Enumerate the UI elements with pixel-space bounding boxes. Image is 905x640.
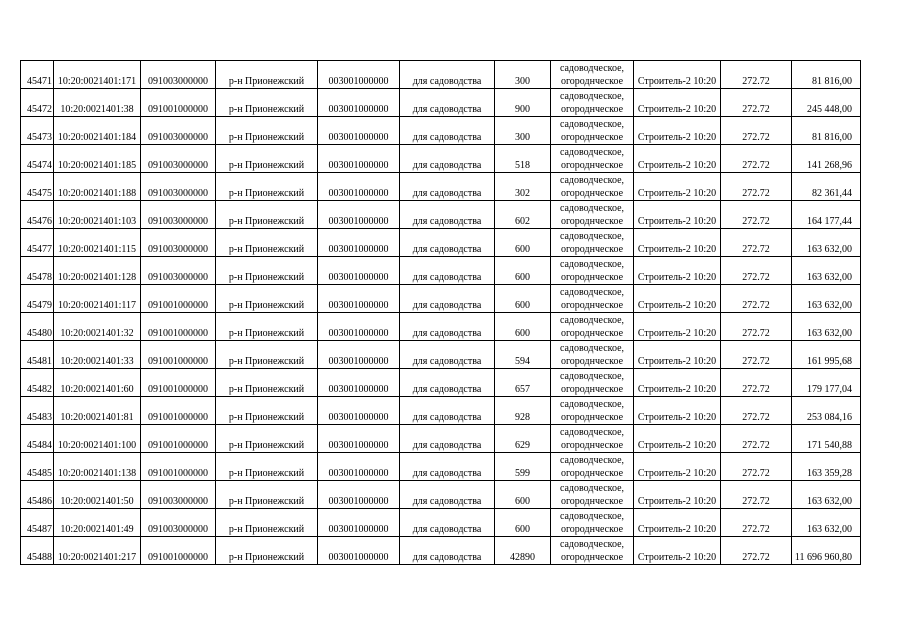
okato-code-cell: 091003000000: [141, 509, 216, 537]
okato-code-cell: 091001000000: [141, 425, 216, 453]
category-line-2: огороднческое: [560, 76, 624, 87]
rate-cell: 272.72: [721, 369, 792, 397]
oktmo-code-cell: 003001000000: [318, 145, 400, 173]
table-body: [21, 61, 861, 565]
value-cell: 164 177,44: [792, 201, 861, 229]
usage-cell: для садоводства: [400, 145, 495, 173]
rate-cell: 272.72: [721, 201, 792, 229]
table-row: [21, 285, 861, 313]
row-id-cell: 45488: [21, 537, 54, 565]
district-cell: р-н Прионежский: [216, 257, 318, 285]
oktmo-code-cell: 003001000000: [318, 537, 400, 565]
usage-cell: для садоводства: [400, 481, 495, 509]
table-row: [21, 229, 861, 257]
table-row: [21, 61, 861, 89]
category-cell: [551, 61, 634, 89]
okato-code-cell: 091001000000: [141, 397, 216, 425]
category-line-2: огороднческое: [560, 524, 624, 535]
cadastral-number-cell: 10:20:0021401:117: [54, 285, 141, 313]
value-cell: 11 696 960,80: [792, 537, 861, 565]
category-line-1: садоводческое,: [559, 147, 625, 158]
table-row: [21, 89, 861, 117]
category-line-1: садоводческое,: [559, 231, 625, 242]
value-cell: 163 632,00: [792, 285, 861, 313]
usage-cell: для садоводства: [400, 229, 495, 257]
table-row: [21, 369, 861, 397]
district-cell: р-н Прионежский: [216, 397, 318, 425]
category-line-1: садоводческое,: [559, 175, 625, 186]
district-cell: р-н Прионежский: [216, 453, 318, 481]
row-id-cell: 45480: [21, 313, 54, 341]
category-cell: [551, 313, 634, 341]
rate-cell: 272.72: [721, 509, 792, 537]
okato-code-cell: 091001000000: [141, 285, 216, 313]
name-cell: Строитель-2 10:20: [634, 257, 721, 285]
oktmo-code-cell: 003001000000: [318, 229, 400, 257]
rate-cell: 272.72: [721, 173, 792, 201]
category-cell: [551, 369, 634, 397]
category-cell: [551, 509, 634, 537]
rate-cell: 272.72: [721, 145, 792, 173]
okato-code-cell: 091003000000: [141, 117, 216, 145]
table-row: [21, 173, 861, 201]
area-cell: 42890: [495, 537, 551, 565]
okato-code-cell: 091003000000: [141, 145, 216, 173]
cadastral-number-cell: 10:20:0021401:103: [54, 201, 141, 229]
area-cell: 928: [495, 397, 551, 425]
cadastral-number-cell: 10:20:0021401:217: [54, 537, 141, 565]
oktmo-code-cell: 003001000000: [318, 257, 400, 285]
oktmo-code-cell: 003001000000: [318, 397, 400, 425]
category-line-1: садоводческое,: [559, 371, 625, 382]
rate-cell: 272.72: [721, 537, 792, 565]
cadastral-number-cell: 10:20:0021401:185: [54, 145, 141, 173]
category-line-2: огороднческое: [560, 412, 624, 423]
category-line-2: огороднческое: [560, 160, 624, 171]
area-cell: 300: [495, 117, 551, 145]
category-line-2: огороднческое: [560, 132, 624, 143]
category-line-1: садоводческое,: [559, 539, 625, 550]
rate-cell: 272.72: [721, 229, 792, 257]
oktmo-code-cell: 003001000000: [318, 509, 400, 537]
usage-cell: для садоводства: [400, 453, 495, 481]
district-cell: р-н Прионежский: [216, 481, 318, 509]
value-cell: 163 632,00: [792, 257, 861, 285]
category-cell: [551, 257, 634, 285]
cadastral-number-cell: 10:20:0021401:128: [54, 257, 141, 285]
category-line-1: садоводческое,: [559, 483, 625, 494]
category-line-1: садоводческое,: [559, 343, 625, 354]
table-row: [21, 257, 861, 285]
value-cell: 163 359,28: [792, 453, 861, 481]
name-cell: Строитель-2 10:20: [634, 145, 721, 173]
area-cell: 300: [495, 61, 551, 89]
table-row: [21, 453, 861, 481]
row-id-cell: 45483: [21, 397, 54, 425]
table-row: [21, 145, 861, 173]
category-line-2: огороднческое: [560, 272, 624, 283]
oktmo-code-cell: 003001000000: [318, 61, 400, 89]
area-cell: 657: [495, 369, 551, 397]
name-cell: Строитель-2 10:20: [634, 509, 721, 537]
district-cell: р-н Прионежский: [216, 369, 318, 397]
category-line-1: садоводческое,: [559, 399, 625, 410]
district-cell: р-н Прионежский: [216, 537, 318, 565]
category-line-2: огороднческое: [560, 188, 624, 199]
oktmo-code-cell: 003001000000: [318, 117, 400, 145]
rate-cell: 272.72: [721, 453, 792, 481]
okato-code-cell: 091003000000: [141, 173, 216, 201]
category-line-2: огороднческое: [560, 384, 624, 395]
cadastral-number-cell: 10:20:0021401:115: [54, 229, 141, 257]
table-row: [21, 117, 861, 145]
category-line-2: огороднческое: [560, 300, 624, 311]
value-cell: 163 632,00: [792, 509, 861, 537]
name-cell: Строитель-2 10:20: [634, 453, 721, 481]
table-row: [21, 341, 861, 369]
oktmo-code-cell: 003001000000: [318, 369, 400, 397]
category-line-1: садоводческое,: [559, 203, 625, 214]
value-cell: 179 177,04: [792, 369, 861, 397]
row-id-cell: 45486: [21, 481, 54, 509]
area-cell: 600: [495, 285, 551, 313]
district-cell: р-н Прионежский: [216, 173, 318, 201]
category-cell: [551, 89, 634, 117]
row-id-cell: 45473: [21, 117, 54, 145]
okato-code-cell: 091003000000: [141, 481, 216, 509]
category-cell: [551, 145, 634, 173]
cadastral-number-cell: 10:20:0021401:38: [54, 89, 141, 117]
name-cell: Строитель-2 10:20: [634, 369, 721, 397]
usage-cell: для садоводства: [400, 117, 495, 145]
okato-code-cell: 091003000000: [141, 201, 216, 229]
category-cell: [551, 229, 634, 257]
okato-code-cell: 091001000000: [141, 369, 216, 397]
category-cell: [551, 537, 634, 565]
okato-code-cell: 091001000000: [141, 341, 216, 369]
name-cell: Строитель-2 10:20: [634, 89, 721, 117]
usage-cell: для садоводства: [400, 61, 495, 89]
oktmo-code-cell: 003001000000: [318, 453, 400, 481]
district-cell: р-н Прионежский: [216, 341, 318, 369]
name-cell: Строитель-2 10:20: [634, 481, 721, 509]
district-cell: р-н Прионежский: [216, 229, 318, 257]
cadastral-number-cell: 10:20:0021401:81: [54, 397, 141, 425]
area-cell: 599: [495, 453, 551, 481]
cadastral-number-cell: 10:20:0021401:32: [54, 313, 141, 341]
okato-code-cell: 091003000000: [141, 257, 216, 285]
usage-cell: для садоводства: [400, 537, 495, 565]
category-line-2: огороднческое: [560, 104, 624, 115]
district-cell: р-н Прионежский: [216, 201, 318, 229]
table-row: [21, 537, 861, 565]
row-id-cell: 45476: [21, 201, 54, 229]
oktmo-code-cell: 003001000000: [318, 341, 400, 369]
value-cell: 171 540,88: [792, 425, 861, 453]
category-line-1: садоводческое,: [559, 63, 625, 74]
value-cell: 163 632,00: [792, 229, 861, 257]
oktmo-code-cell: 003001000000: [318, 173, 400, 201]
cadastral-number-cell: 10:20:0021401:49: [54, 509, 141, 537]
usage-cell: для садоводства: [400, 369, 495, 397]
rate-cell: 272.72: [721, 89, 792, 117]
district-cell: р-н Прионежский: [216, 89, 318, 117]
category-cell: [551, 201, 634, 229]
rate-cell: 272.72: [721, 285, 792, 313]
value-cell: 81 816,00: [792, 61, 861, 89]
category-cell: [551, 425, 634, 453]
row-id-cell: 45474: [21, 145, 54, 173]
area-cell: 602: [495, 201, 551, 229]
rate-cell: 272.72: [721, 61, 792, 89]
usage-cell: для садоводства: [400, 257, 495, 285]
oktmo-code-cell: 003001000000: [318, 481, 400, 509]
rate-cell: 272.72: [721, 481, 792, 509]
district-cell: р-н Прионежский: [216, 285, 318, 313]
category-cell: [551, 453, 634, 481]
area-cell: 600: [495, 229, 551, 257]
category-line-1: садоводческое,: [559, 511, 625, 522]
category-cell: [551, 397, 634, 425]
table-row: [21, 509, 861, 537]
district-cell: р-н Прионежский: [216, 117, 318, 145]
category-cell: [551, 117, 634, 145]
usage-cell: для садоводства: [400, 173, 495, 201]
table-row: [21, 481, 861, 509]
name-cell: Строитель-2 10:20: [634, 397, 721, 425]
cadastral-number-cell: 10:20:0021401:60: [54, 369, 141, 397]
okato-code-cell: 091003000000: [141, 229, 216, 257]
usage-cell: для садоводства: [400, 313, 495, 341]
oktmo-code-cell: 003001000000: [318, 201, 400, 229]
cadastral-number-cell: 10:20:0021401:138: [54, 453, 141, 481]
usage-cell: для садоводства: [400, 425, 495, 453]
name-cell: Строитель-2 10:20: [634, 285, 721, 313]
usage-cell: для садоводства: [400, 89, 495, 117]
cadastral-number-cell: 10:20:0021401:50: [54, 481, 141, 509]
category-cell: [551, 285, 634, 313]
area-cell: 518: [495, 145, 551, 173]
district-cell: р-н Прионежский: [216, 313, 318, 341]
name-cell: Строитель-2 10:20: [634, 229, 721, 257]
category-line-2: огороднческое: [560, 552, 624, 563]
row-id-cell: 45485: [21, 453, 54, 481]
category-line-1: садоводческое,: [559, 315, 625, 326]
category-cell: [551, 341, 634, 369]
area-cell: 594: [495, 341, 551, 369]
value-cell: 141 268,96: [792, 145, 861, 173]
name-cell: Строитель-2 10:20: [634, 201, 721, 229]
okato-code-cell: 091001000000: [141, 313, 216, 341]
usage-cell: для садоводства: [400, 341, 495, 369]
category-line-2: огороднческое: [560, 468, 624, 479]
name-cell: Строитель-2 10:20: [634, 425, 721, 453]
rate-cell: 272.72: [721, 257, 792, 285]
oktmo-code-cell: 003001000000: [318, 285, 400, 313]
row-id-cell: 45472: [21, 89, 54, 117]
rate-cell: 272.72: [721, 425, 792, 453]
name-cell: Строитель-2 10:20: [634, 341, 721, 369]
row-id-cell: 45475: [21, 173, 54, 201]
row-id-cell: 45484: [21, 425, 54, 453]
row-id-cell: 45487: [21, 509, 54, 537]
rate-cell: 272.72: [721, 117, 792, 145]
cadastral-number-cell: 10:20:0021401:33: [54, 341, 141, 369]
area-cell: 629: [495, 425, 551, 453]
district-cell: р-н Прионежский: [216, 509, 318, 537]
table-row: [21, 397, 861, 425]
row-id-cell: 45478: [21, 257, 54, 285]
area-cell: 600: [495, 481, 551, 509]
usage-cell: для садоводства: [400, 509, 495, 537]
category-line-2: огороднческое: [560, 216, 624, 227]
category-line-1: садоводческое,: [559, 259, 625, 270]
value-cell: 81 816,00: [792, 117, 861, 145]
category-line-2: огороднческое: [560, 440, 624, 451]
value-cell: 161 995,68: [792, 341, 861, 369]
area-cell: 900: [495, 89, 551, 117]
category-line-1: садоводческое,: [559, 91, 625, 102]
category-line-1: садоводческое,: [559, 119, 625, 130]
value-cell: 163 632,00: [792, 313, 861, 341]
rate-cell: 272.72: [721, 397, 792, 425]
category-line-2: огороднческое: [560, 496, 624, 507]
rate-cell: 272.72: [721, 313, 792, 341]
cadastral-number-cell: 10:20:0021401:188: [54, 173, 141, 201]
category-cell: [551, 481, 634, 509]
category-line-2: огороднческое: [560, 356, 624, 367]
oktmo-code-cell: 003001000000: [318, 89, 400, 117]
oktmo-code-cell: 003001000000: [318, 313, 400, 341]
row-id-cell: 45477: [21, 229, 54, 257]
value-cell: 82 361,44: [792, 173, 861, 201]
category-line-1: садоводческое,: [559, 427, 625, 438]
category-line-1: садоводческое,: [559, 455, 625, 466]
name-cell: Строитель-2 10:20: [634, 537, 721, 565]
oktmo-code-cell: 003001000000: [318, 425, 400, 453]
name-cell: Строитель-2 10:20: [634, 313, 721, 341]
value-cell: 253 084,16: [792, 397, 861, 425]
area-cell: 302: [495, 173, 551, 201]
okato-code-cell: 091001000000: [141, 453, 216, 481]
row-id-cell: 45471: [21, 61, 54, 89]
category-line-2: огороднческое: [560, 328, 624, 339]
cadastral-number-cell: 10:20:0021401:100: [54, 425, 141, 453]
usage-cell: для садоводства: [400, 201, 495, 229]
okato-code-cell: 091001000000: [141, 89, 216, 117]
rate-cell: 272.72: [721, 341, 792, 369]
row-id-cell: 45481: [21, 341, 54, 369]
name-cell: Строитель-2 10:20: [634, 61, 721, 89]
area-cell: 600: [495, 257, 551, 285]
cadastral-number-cell: 10:20:0021401:184: [54, 117, 141, 145]
area-cell: 600: [495, 313, 551, 341]
area-cell: 600: [495, 509, 551, 537]
row-id-cell: 45482: [21, 369, 54, 397]
category-line-1: садоводческое,: [559, 287, 625, 298]
category-cell: [551, 173, 634, 201]
name-cell: Строитель-2 10:20: [634, 173, 721, 201]
name-cell: Строитель-2 10:20: [634, 117, 721, 145]
land-plot-table: [20, 60, 861, 565]
value-cell: 245 448,00: [792, 89, 861, 117]
district-cell: р-н Прионежский: [216, 61, 318, 89]
usage-cell: для садоводства: [400, 285, 495, 313]
district-cell: р-н Прионежский: [216, 425, 318, 453]
value-cell: 163 632,00: [792, 481, 861, 509]
okato-code-cell: 091003000000: [141, 61, 216, 89]
usage-cell: для садоводства: [400, 397, 495, 425]
table-row: [21, 425, 861, 453]
table-row: [21, 313, 861, 341]
table-row: [21, 201, 861, 229]
okato-code-cell: 091001000000: [141, 537, 216, 565]
row-id-cell: 45479: [21, 285, 54, 313]
district-cell: р-н Прионежский: [216, 145, 318, 173]
category-line-2: огороднческое: [560, 244, 624, 255]
cadastral-number-cell: 10:20:0021401:171: [54, 61, 141, 89]
